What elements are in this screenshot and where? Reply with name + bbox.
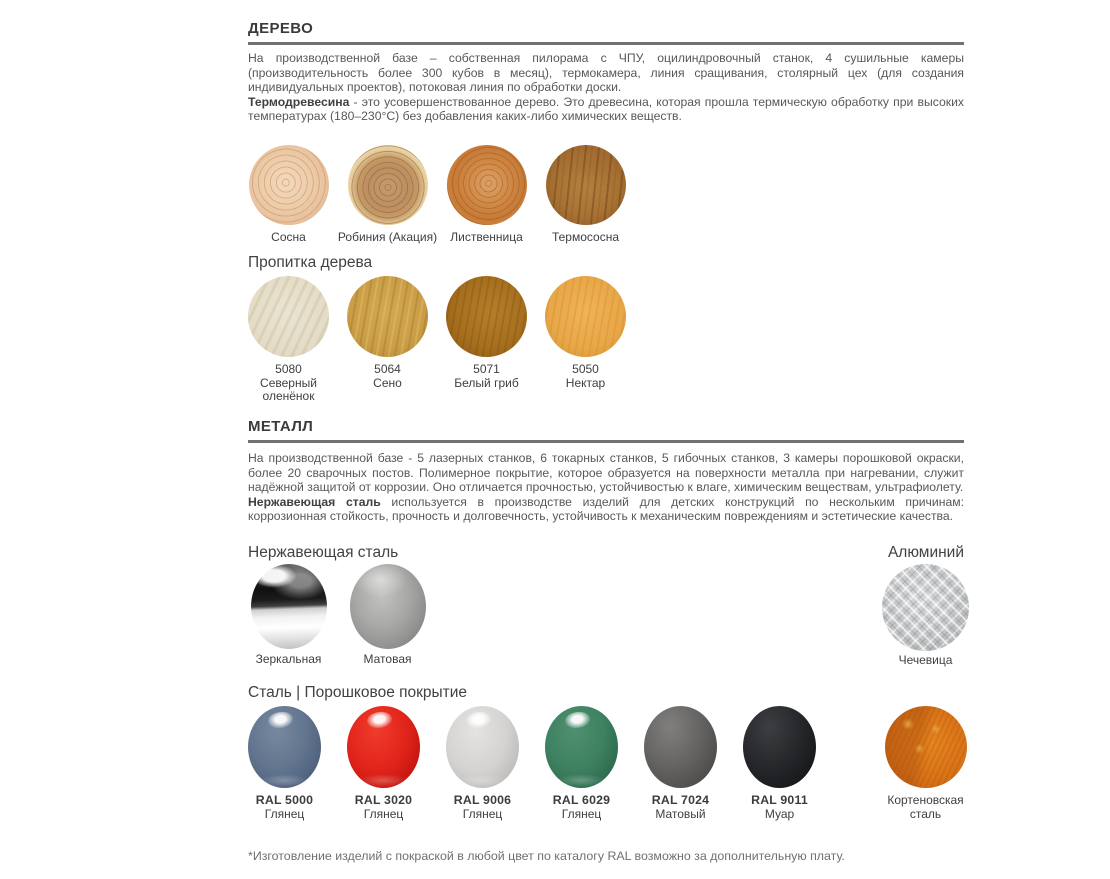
wood-section-title: ДЕРЕВО xyxy=(248,20,964,45)
impregnation-swatch-5071 xyxy=(437,276,536,390)
ral-finish: Глянец xyxy=(363,806,404,821)
swatch-label: Зеркальная xyxy=(255,651,322,666)
stainless-swatch-matte xyxy=(338,564,437,667)
thermopine-wood-image xyxy=(546,145,626,225)
impregnation-5071-image xyxy=(446,276,527,357)
swatch-label xyxy=(239,363,338,404)
powder-swatch-ral3020 xyxy=(334,706,433,821)
ral-finish: Глянец xyxy=(264,806,305,821)
swatch-label xyxy=(553,794,610,821)
powder-coating-row xyxy=(235,706,964,821)
wood-swatch-robinia xyxy=(338,145,437,245)
powder-swatch-ral5000 xyxy=(235,706,334,821)
swatch-label xyxy=(355,794,412,821)
checker-plate-image xyxy=(882,564,969,651)
impregnation-name: Сено xyxy=(373,375,402,390)
impregnation-row xyxy=(239,276,964,404)
content-column xyxy=(248,0,964,863)
ral-finish: Глянец xyxy=(561,806,602,821)
stainless-paragraph xyxy=(248,495,964,524)
stainless-text: используется в производстве изделий для детских конструкций по нескольким причинам: коррозионная стойкость, прочность и долговечность, устойчивость к механическим повреждениям и эстетические качества. xyxy=(248,494,964,524)
thermowood-text: - это усовершенствованное дерево. Это древесина, которая прошла термическую обработку при высоких температурах (180–230°С) без добавления каких-либо химических веществ. xyxy=(248,94,964,124)
aluminum-title: Алюминий xyxy=(887,543,964,561)
mirror-steel-ball-image xyxy=(251,564,327,649)
ral-code: RAL 9011 xyxy=(751,793,808,808)
impregnation-swatch-5080 xyxy=(239,276,338,404)
robinia-wood-image xyxy=(348,145,428,225)
ral-code: RAL 6029 xyxy=(552,793,611,808)
swatch-label xyxy=(373,363,402,390)
wood-species-row xyxy=(239,145,964,245)
stainless-steel-title: Нержавеющая сталь xyxy=(248,543,399,561)
larch-wood-image xyxy=(447,145,527,225)
impregnation-title: Пропитка дерева xyxy=(248,254,373,272)
corten-steel-swatch xyxy=(876,706,975,821)
swatch-label xyxy=(751,794,808,821)
impregnation-name: Белый гриб xyxy=(454,375,519,390)
swatch-label: Матовая xyxy=(363,651,412,666)
metal-section-title: МЕТАЛЛ xyxy=(248,418,964,443)
ral-finish: Глянец xyxy=(462,806,503,821)
aluminum-swatch-lentil xyxy=(876,564,975,668)
metal-intro-paragraph xyxy=(248,451,964,495)
swatch-label xyxy=(454,794,511,821)
ral6029-ball-image xyxy=(545,706,618,788)
wood-intro-paragraph xyxy=(248,51,964,95)
ral-code: RAL 7024 xyxy=(651,793,710,808)
metal-subheadings xyxy=(248,544,964,562)
impregnation-name: Северный оленёнок xyxy=(260,375,317,404)
powder-swatch-ral6029 xyxy=(532,706,631,821)
stainless-swatch-mirror xyxy=(239,564,338,667)
swatch-label xyxy=(454,363,518,390)
metal-intro-text: На производственной базе - 5 лазерных станков, 6 токарных станков, 5 гибочных станков, 3 камеры порошковой окраски, более 20 сварочных постов. Полимерное покрытие, которое образуется на поверхности металла при нагревании, служит надёжной защитой от коррозии. Оно отличается прочностью, устойчивостью к влаге, химическим веществам, ультрафиолету. xyxy=(248,450,964,495)
wood-swatch-thermopine xyxy=(536,145,635,245)
wood-section xyxy=(248,20,964,404)
swatch-label: Чечевица xyxy=(898,652,953,667)
powder-swatch-ral7024 xyxy=(631,706,730,821)
ral3020-ball-image xyxy=(347,706,420,788)
impregnation-code: 5071 xyxy=(473,362,500,377)
swatch-label: Лиственница xyxy=(450,229,523,244)
impregnation-5080-image xyxy=(248,276,329,357)
matte-steel-ball-image xyxy=(350,564,426,649)
impregnation-code: 5050 xyxy=(572,362,599,377)
swatch-label: Робиния (Акация) xyxy=(337,229,438,244)
powder-swatch-ral9011 xyxy=(730,706,829,821)
swatch-label xyxy=(566,363,605,390)
thermowood-paragraph xyxy=(248,95,964,124)
wood-swatch-larch xyxy=(437,145,536,245)
ral7024-ball-image xyxy=(644,706,717,788)
swatch-label xyxy=(256,794,313,821)
ral-code: RAL 9006 xyxy=(453,793,512,808)
stainless-row xyxy=(239,564,964,668)
stainless-term: Нержавеющая сталь xyxy=(248,494,381,509)
ral-footnote: *Изготовление изделий с покраской в любой цвет по каталогу RAL возможно за дополнительную плату. xyxy=(248,849,845,864)
wood-swatch-pine xyxy=(239,145,338,245)
ral9006-ball-image xyxy=(446,706,519,788)
pine-wood-image xyxy=(249,145,329,225)
impregnation-5064-image xyxy=(347,276,428,357)
powder-coating-title: Сталь | Порошковое покрытие xyxy=(248,684,468,702)
swatch-label: Сосна xyxy=(271,229,306,244)
impregnation-name: Нектар xyxy=(565,375,606,390)
impregnation-5050-image xyxy=(545,276,626,357)
ral-code: RAL 3020 xyxy=(354,793,413,808)
swatch-label xyxy=(652,794,709,821)
impregnation-code: 5080 xyxy=(275,362,302,377)
ral-finish: Матовый xyxy=(655,806,706,821)
ral-code: RAL 5000 xyxy=(255,793,314,808)
thermowood-term: Термодревесина xyxy=(248,94,350,109)
impregnation-swatch-5064 xyxy=(338,276,437,390)
ral-finish: Муар xyxy=(764,806,795,821)
ral5000-ball-image xyxy=(248,706,321,788)
swatch-label: Кортеновская сталь xyxy=(887,793,964,821)
impregnation-swatch-5050 xyxy=(536,276,635,390)
swatch-label: Термососна xyxy=(551,229,620,244)
powder-swatch-ral9006 xyxy=(433,706,532,821)
metal-section xyxy=(248,418,964,863)
wood-intro-text: На производственной базе – собственная пилорама с ЧПУ, оцилиндровочный станок, 4 сушильные камеры (производительность более 300 кубов в месяц), термокамера, линия сращивания, столярный цех (для создания индивидуальных проектов), потоковая линия по обработки доски. xyxy=(248,51,964,95)
ral9011-ball-image xyxy=(743,706,816,788)
impregnation-code: 5064 xyxy=(374,362,401,377)
corten-steel-image xyxy=(885,706,967,788)
